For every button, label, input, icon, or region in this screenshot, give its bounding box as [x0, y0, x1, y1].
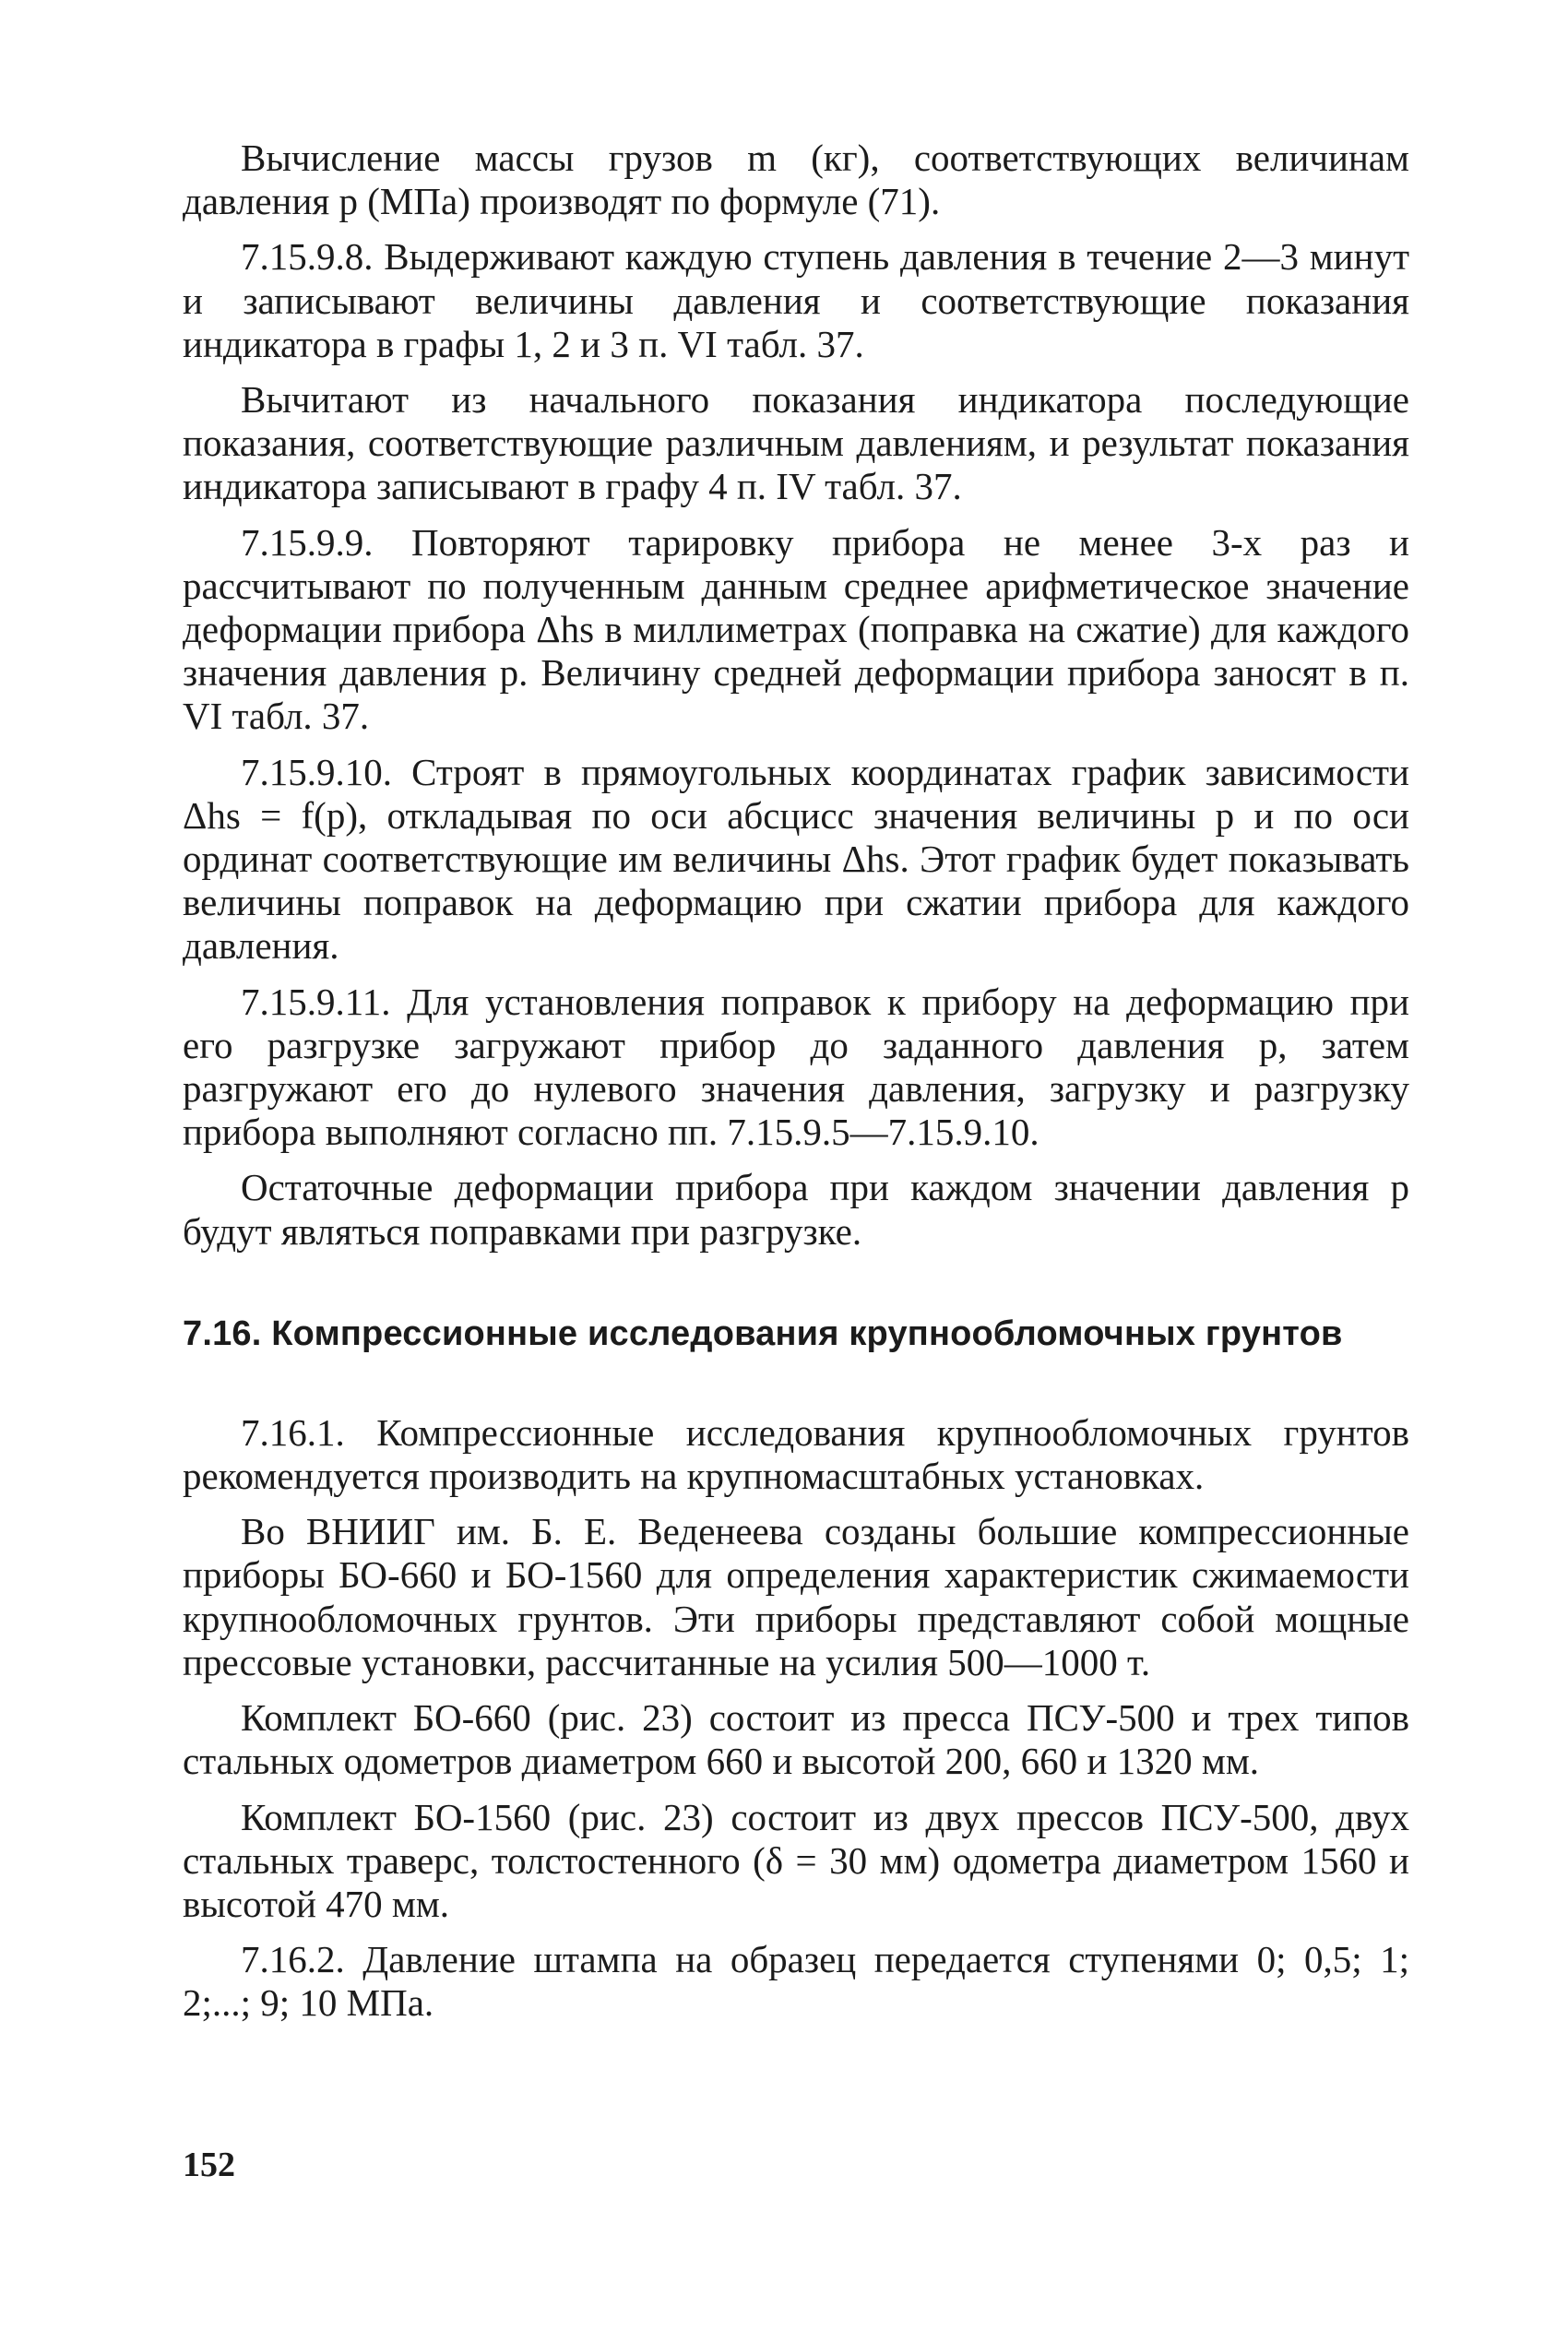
paragraph: Комплект БО-1560 (рис. 23) состоит из двух прессов ПСУ-500, двух стальных траверс, толстостенного (δ = 30 мм) одометра диаметром 1560 и высотой 470 мм.	[183, 1795, 1409, 1925]
paragraph: Вычитают из начального показания индикатора последующие показания, соответствующие различным давлениям, и результат показания индикатора записывают в графу 4 п. IV табл. 37.	[183, 378, 1409, 508]
paragraph: Комплект БО-660 (рис. 23) состоит из пресса ПСУ-500 и трех типов стальных одометров диаметром 660 и высотой 200, 660 и 1320 мм.	[183, 1696, 1409, 1783]
page-body	[183, 137, 1409, 2026]
paragraph: 7.16.2. Давление штампа на образец передается ступенями 0; 0,5; 1; 2;...; 9; 10 МПа.	[183, 1938, 1409, 2025]
paragraph: 7.15.9.10. Строят в прямоугольных координатах график зависимости Δhs = f(p), откладывая по оси абсцисс значения величины p и по оси ординат соответствующие им величины Δhs. Этот график будет показывать величины поправок на деформацию при сжатии прибора для каждого давления.	[183, 750, 1409, 968]
section-heading: 7.16. Компрессионные исследования крупнообломочных грунтов	[183, 1314, 1343, 1353]
paragraph: Во ВНИИГ им. Б. Е. Веденеева созданы большие компрессионные приборы БО-660 и БО-1560 для определения характеристик сжимаемости крупнообломочных грунтов. Эти приборы представляют собой мощные прессовые установки, рассчитанные на усилия 500—1000 т.	[183, 1510, 1409, 1683]
paragraph: 7.15.9.9. Повторяют тарировку прибора не менее 3-х раз и рассчитывают по полученным данным среднее арифметическое значение деформации прибора Δhs в миллиметрах (поправка на сжатие) для каждого значения давления p. Величину средней деформации прибора заносят в п. VI табл. 37.	[183, 520, 1409, 738]
paragraph: 7.16.1. Компрессионные исследования крупнообломочных грунтов рекомендуется производить на крупномасштабных установках.	[183, 1410, 1409, 1498]
page-number: 152	[183, 2146, 235, 2184]
paragraph: Остаточные деформации прибора при каждом значении давления p будут являться поправками при разгрузке.	[183, 1166, 1409, 1253]
paragraph: 7.15.9.11. Для установления поправок к прибору на деформацию при его разгрузке загружают прибор до заданного давления p, затем разгружают его до нулевого значения давления, загрузку и разгрузку прибора выполняют согласно пп. 7.15.9.5—7.15.9.10.	[183, 980, 1409, 1154]
paragraph: Вычисление массы грузов m (кг), соответствующих величинам давления p (МПа) производят по формуле (71).	[183, 137, 1409, 223]
paragraph: 7.15.9.8. Выдерживают каждую ступень давления в течение 2—3 минут и записывают величины давления и соответствующие показания индикатора в графы 1, 2 и 3 п. VI табл. 37.	[183, 235, 1409, 365]
